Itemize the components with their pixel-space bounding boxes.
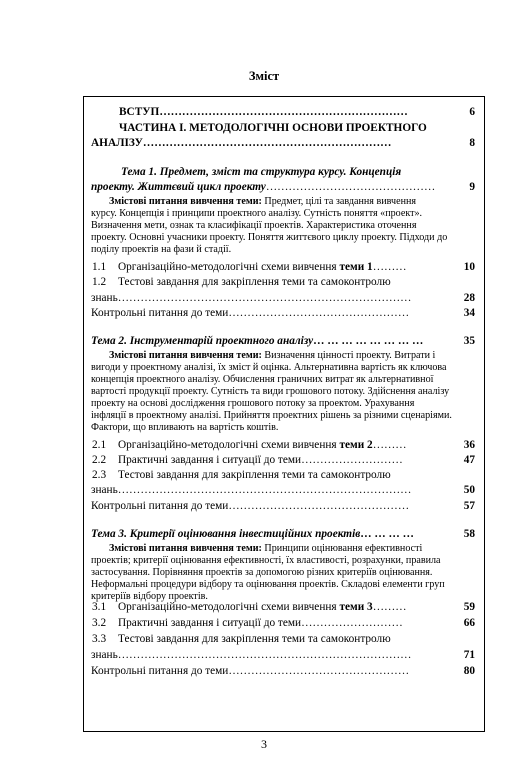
toc-entry-3-3: 3.3 Тестові завдання для закріплення теми та самоконтролю [92, 633, 391, 645]
part1-title-line2: АНАЛІЗУ [91, 137, 143, 149]
topic1-questions-line1: Змістові питання вивчення теми: Предмет, цілі та завдання вивчення [109, 196, 417, 207]
topic2-questions-line6: інфляції в проектному аналізі. Прийняття проектних рішень за різними сценаріями. [91, 410, 452, 421]
topic3-questions-line2: проектів; критерії оцінювання ефективності, їх властивості, розрахунки, правила [91, 555, 441, 566]
toc-entry-1-2: 1.2 Тестові завдання для закріплення теми та самоконтролю [92, 276, 391, 288]
topic1-questions-line5: поділу проектів на фази й стадії. [91, 244, 232, 255]
topic3-questions-line5: критеріїв відбору проектів. [91, 591, 208, 602]
topic2-questions-line1: Змістові питання вивчення теми: Визначення цінності проекту. Витрати і [109, 350, 436, 361]
toc-entry-2-3-cont: знань…………………………………………………………………… 50 [91, 484, 475, 496]
toc-entry-3-1: 3.1 Організаційно-методологічні схеми вивчення теми 3……… 59 [92, 601, 475, 613]
topic1-heading-line2: проекту. Життєвий цикл проекту [91, 181, 266, 193]
toc-entry-2-1: 2.1 Організаційно-методологічні схеми вивчення теми 2……… 36 [92, 439, 475, 451]
toc-entry-2-2: 2.2 Практичні завдання і ситуації до теми……………………… 47 [92, 454, 475, 466]
topic1-page: 9 [469, 181, 475, 193]
topic2-heading: Тема 2. Інструментарій проектного аналізу [91, 335, 314, 347]
toc-entry-3-3-cont: знань…………………………………………………………………… 71 [91, 649, 475, 661]
toc-entry-1-2-cont: знань…………………………………………………………………… 28 [91, 292, 475, 304]
toc-entry-2-3: 2.3 Тестові завдання для закріплення теми та самоконтролю [92, 469, 391, 481]
toc-entry-part1 [91, 137, 475, 150]
page-title: Зміст [248, 69, 280, 83]
topic3-questions-line4: Неформальні процедури відбору та оцінювання проектів. Складові елементи груп [91, 579, 445, 590]
topic3-questions-line1: Змістові питання вивчення теми: Принципи оцінювання ефективності [109, 543, 423, 554]
topic2-questions-line7: Фактори, що впливають на вартість коштів. [91, 422, 279, 433]
intro-leader: ………………………………………………………… [159, 106, 408, 118]
toc-entry-1-1: 1.1 Організаційно-методологічні схеми вивчення теми 1……… 10 [92, 261, 475, 273]
topic1-questions-line3: Визначення мети, ознак та класифікації проектів. Характеристика оточення [91, 220, 417, 231]
part1-page: 8 [469, 137, 475, 149]
toc-entry-1-control: Контрольні питання до теми………………………………………… 34 [91, 307, 475, 319]
toc-entry-2-control: Контрольні питання до теми………………………………………… 57 [91, 500, 475, 512]
toc-entry-topic2: Тема 2. Інструментарій проектного аналізу… … … … … … … … 35 [91, 335, 475, 347]
page-number: 3 [261, 737, 267, 751]
topic3-page: 58 [463, 528, 475, 540]
part1-title-line1: ЧАСТИНА І. МЕТОДОЛОГІЧНІ ОСНОВИ ПРОЕКТНОГО [119, 122, 427, 134]
topic3-questions-line3: застосування. Порівняння проектів за допомогою різних критеріїв оцінювання. [91, 567, 433, 578]
intro-page: 6 [469, 106, 475, 118]
intro-label: ВСТУП [119, 106, 160, 118]
topic1-questions-label: Змістові питання вивчення теми: [109, 196, 262, 207]
toc-entry-topic1 [91, 181, 475, 194]
toc-entry-3-2: 3.2 Практичні завдання і ситуації до теми……………………… 66 [92, 617, 475, 629]
toc-entry-3-control: Контрольні питання до теми………………………………………… 80 [91, 665, 475, 677]
topic1-questions-line4: проекту. Основні учасники проекту. Поняття життєвого циклу проекту. Підходи до [91, 232, 448, 243]
part1-leader: ………………………………………………………… [142, 137, 392, 149]
topic2-questions-line5: проекту на основі дослідження грошового потоку за проектом. Урахування [91, 398, 415, 409]
topic1-questions-line2: курсу. Концепція і принципи проектного аналізу. Сутність поняття «проект». [91, 208, 423, 219]
topic2-questions-line3: концепція проектного аналізу. Обчислення граничних витрат як альтернативної [91, 374, 434, 385]
topic2-questions-line4: вартості продукції проекту. Сутність та види грошового потоку. Здійснення аналізу [91, 386, 450, 397]
toc-entry-topic3: Тема 3. Критерії оцінювання інвестиційних проектів… … … … 58 [91, 528, 475, 540]
topic3-heading: Тема 3. Критерії оцінювання інвестиційних проектів [91, 528, 361, 540]
topic2-page: 35 [463, 335, 475, 347]
topic1-heading-line1: Тема 1. Предмет, зміст та структура курсу. Концепція [121, 166, 402, 178]
topic1-leader: ……………………………………… [265, 181, 436, 193]
topic2-questions-line2: вигоди у проектному аналізі, їх зміст й оцінка. Альтернативна вартість як ключова [91, 362, 447, 373]
toc-entry-intro [91, 106, 475, 119]
